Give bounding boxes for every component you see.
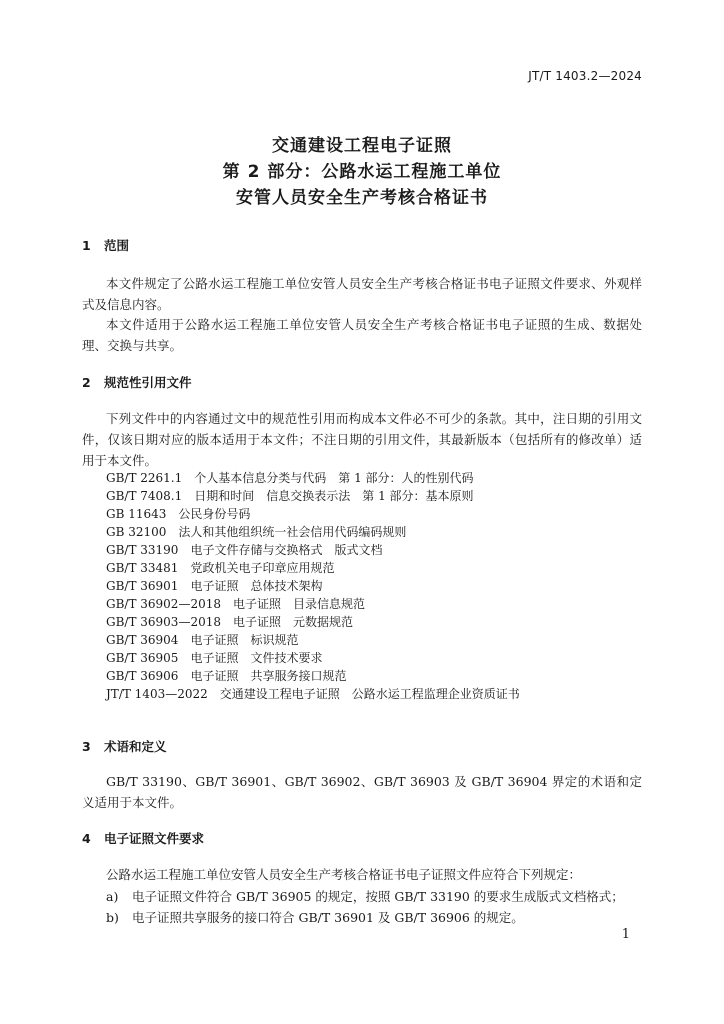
list-item (106, 887, 624, 905)
reference-title: 电子证照 标识规范 (190, 633, 299, 647)
section-2-heading (82, 373, 192, 391)
reference-code: GB/T 36903—2018 (106, 615, 221, 629)
list-item (106, 908, 524, 926)
reference-title: 电子证照 共享服务接口规范 (190, 669, 347, 683)
reference-title: 电子证照 目录信息规范 (232, 597, 365, 611)
section-number: 3 (82, 739, 91, 754)
reference-title: 公民身份号码 (178, 507, 251, 521)
reference-title: 电子证照 文件技术要求 (190, 651, 323, 665)
reference-code: GB/T 36904 (106, 633, 179, 647)
reference-entry (106, 469, 486, 486)
reference-title: 电子证照 总体技术架构 (190, 579, 323, 593)
section-4-heading (82, 829, 204, 847)
section-number: 2 (82, 375, 91, 390)
list-item-text: 电子证照共享服务的接口符合 GB/T 36901 及 GB/T 36906 的规定。 (132, 910, 524, 925)
reference-entry (106, 685, 532, 702)
reference-title: 电子证照 元数据规范 (232, 615, 353, 629)
section-3-heading (82, 737, 167, 755)
reference-entry (106, 559, 346, 576)
paragraph: 本文件适用于公路水运工程施工单位安管人员安全生产考核合格证书电子证照的生成、数据处理、交换与共享。 (82, 317, 642, 353)
list-marker: b) (106, 910, 119, 925)
title-line-1: 交通建设工程电子证照 (272, 136, 452, 156)
standard-code: JT/T 1403.2—2024 (528, 69, 642, 83)
reference-entry (106, 505, 262, 522)
paragraph: 公路水运工程施工单位安管人员安全生产考核合格证书电子证照文件应符合下列规定： (106, 867, 582, 882)
list-marker: a) (106, 889, 119, 904)
reference-code: GB 32100 (106, 525, 167, 539)
reference-title: 日期和时间 信息交换表示法 第 1 部分：基本原则 (194, 489, 474, 503)
reference-code: GB/T 36901 (106, 579, 179, 593)
reference-entry (106, 631, 310, 648)
paragraph: GB/T 33190、GB/T 36901、GB/T 36902、GB/T 36903 及 GB/T 36904 界定的术语和定义适用于本文件。 (82, 774, 642, 810)
section-title: 范围 (104, 238, 130, 253)
reference-entry (106, 649, 334, 666)
reference-title: 法人和其他组织统一社会信用代码编码规则 (178, 525, 407, 539)
reference-entry (106, 541, 394, 558)
section-number: 1 (82, 238, 91, 253)
reference-title: 党政机关电子印章应用规范 (190, 561, 335, 575)
reference-entry (106, 667, 358, 684)
paragraph: 本文件规定了公路水运工程施工单位安管人员安全生产考核合格证书电子证照文件要求、外观样式及信息内容。 (82, 276, 642, 312)
reference-entry (106, 595, 377, 612)
section-1-heading (82, 236, 129, 254)
reference-code: GB/T 36906 (106, 669, 179, 683)
section-number: 4 (82, 831, 91, 846)
reference-code: JT/T 1403—2022 (106, 687, 208, 701)
page-number: 1 (621, 927, 630, 942)
reference-code: GB/T 7408.1 (106, 489, 183, 503)
title-line-2: 第 2 部分：公路水运工程施工单位 (222, 162, 502, 182)
title-line-3: 安管人员安全生产考核合格证书 (236, 188, 488, 208)
section-title: 规范性引用文件 (104, 375, 192, 390)
reference-code: GB/T 33481 (106, 561, 179, 575)
section-title: 电子证照文件要求 (104, 831, 205, 846)
reference-code: GB/T 2261.1 (106, 471, 183, 485)
reference-entry (106, 487, 486, 504)
reference-title: 个人基本信息分类与代码 第 1 部分：人的性别代码 (194, 471, 474, 485)
reference-entry (106, 523, 418, 540)
reference-code: GB 11643 (106, 507, 167, 521)
reference-entry (106, 613, 365, 630)
reference-code: GB/T 33190 (106, 543, 179, 557)
reference-title: 交通建设工程电子证照 公路水运工程监理企业资质证书 (219, 687, 520, 701)
reference-entry (106, 577, 334, 594)
reference-code: GB/T 36902—2018 (106, 597, 221, 611)
section-title: 术语和定义 (104, 739, 167, 754)
list-item-text: 电子证照文件符合 GB/T 36905 的规定，按照 GB/T 33190 的要求生成版式文档格式； (132, 889, 624, 904)
reference-title: 电子文件存储与交换格式 版式文档 (190, 543, 383, 557)
reference-code: GB/T 36905 (106, 651, 179, 665)
paragraph: 下列文件中的内容通过文中的规范性引用而构成本文件必不可少的条款。其中，注日期的引用文件，仅该日期对应的版本适用于本文件；不注日期的引用文件，其最新版本（包括所有的修改单）适用于本文件。 (82, 411, 642, 468)
